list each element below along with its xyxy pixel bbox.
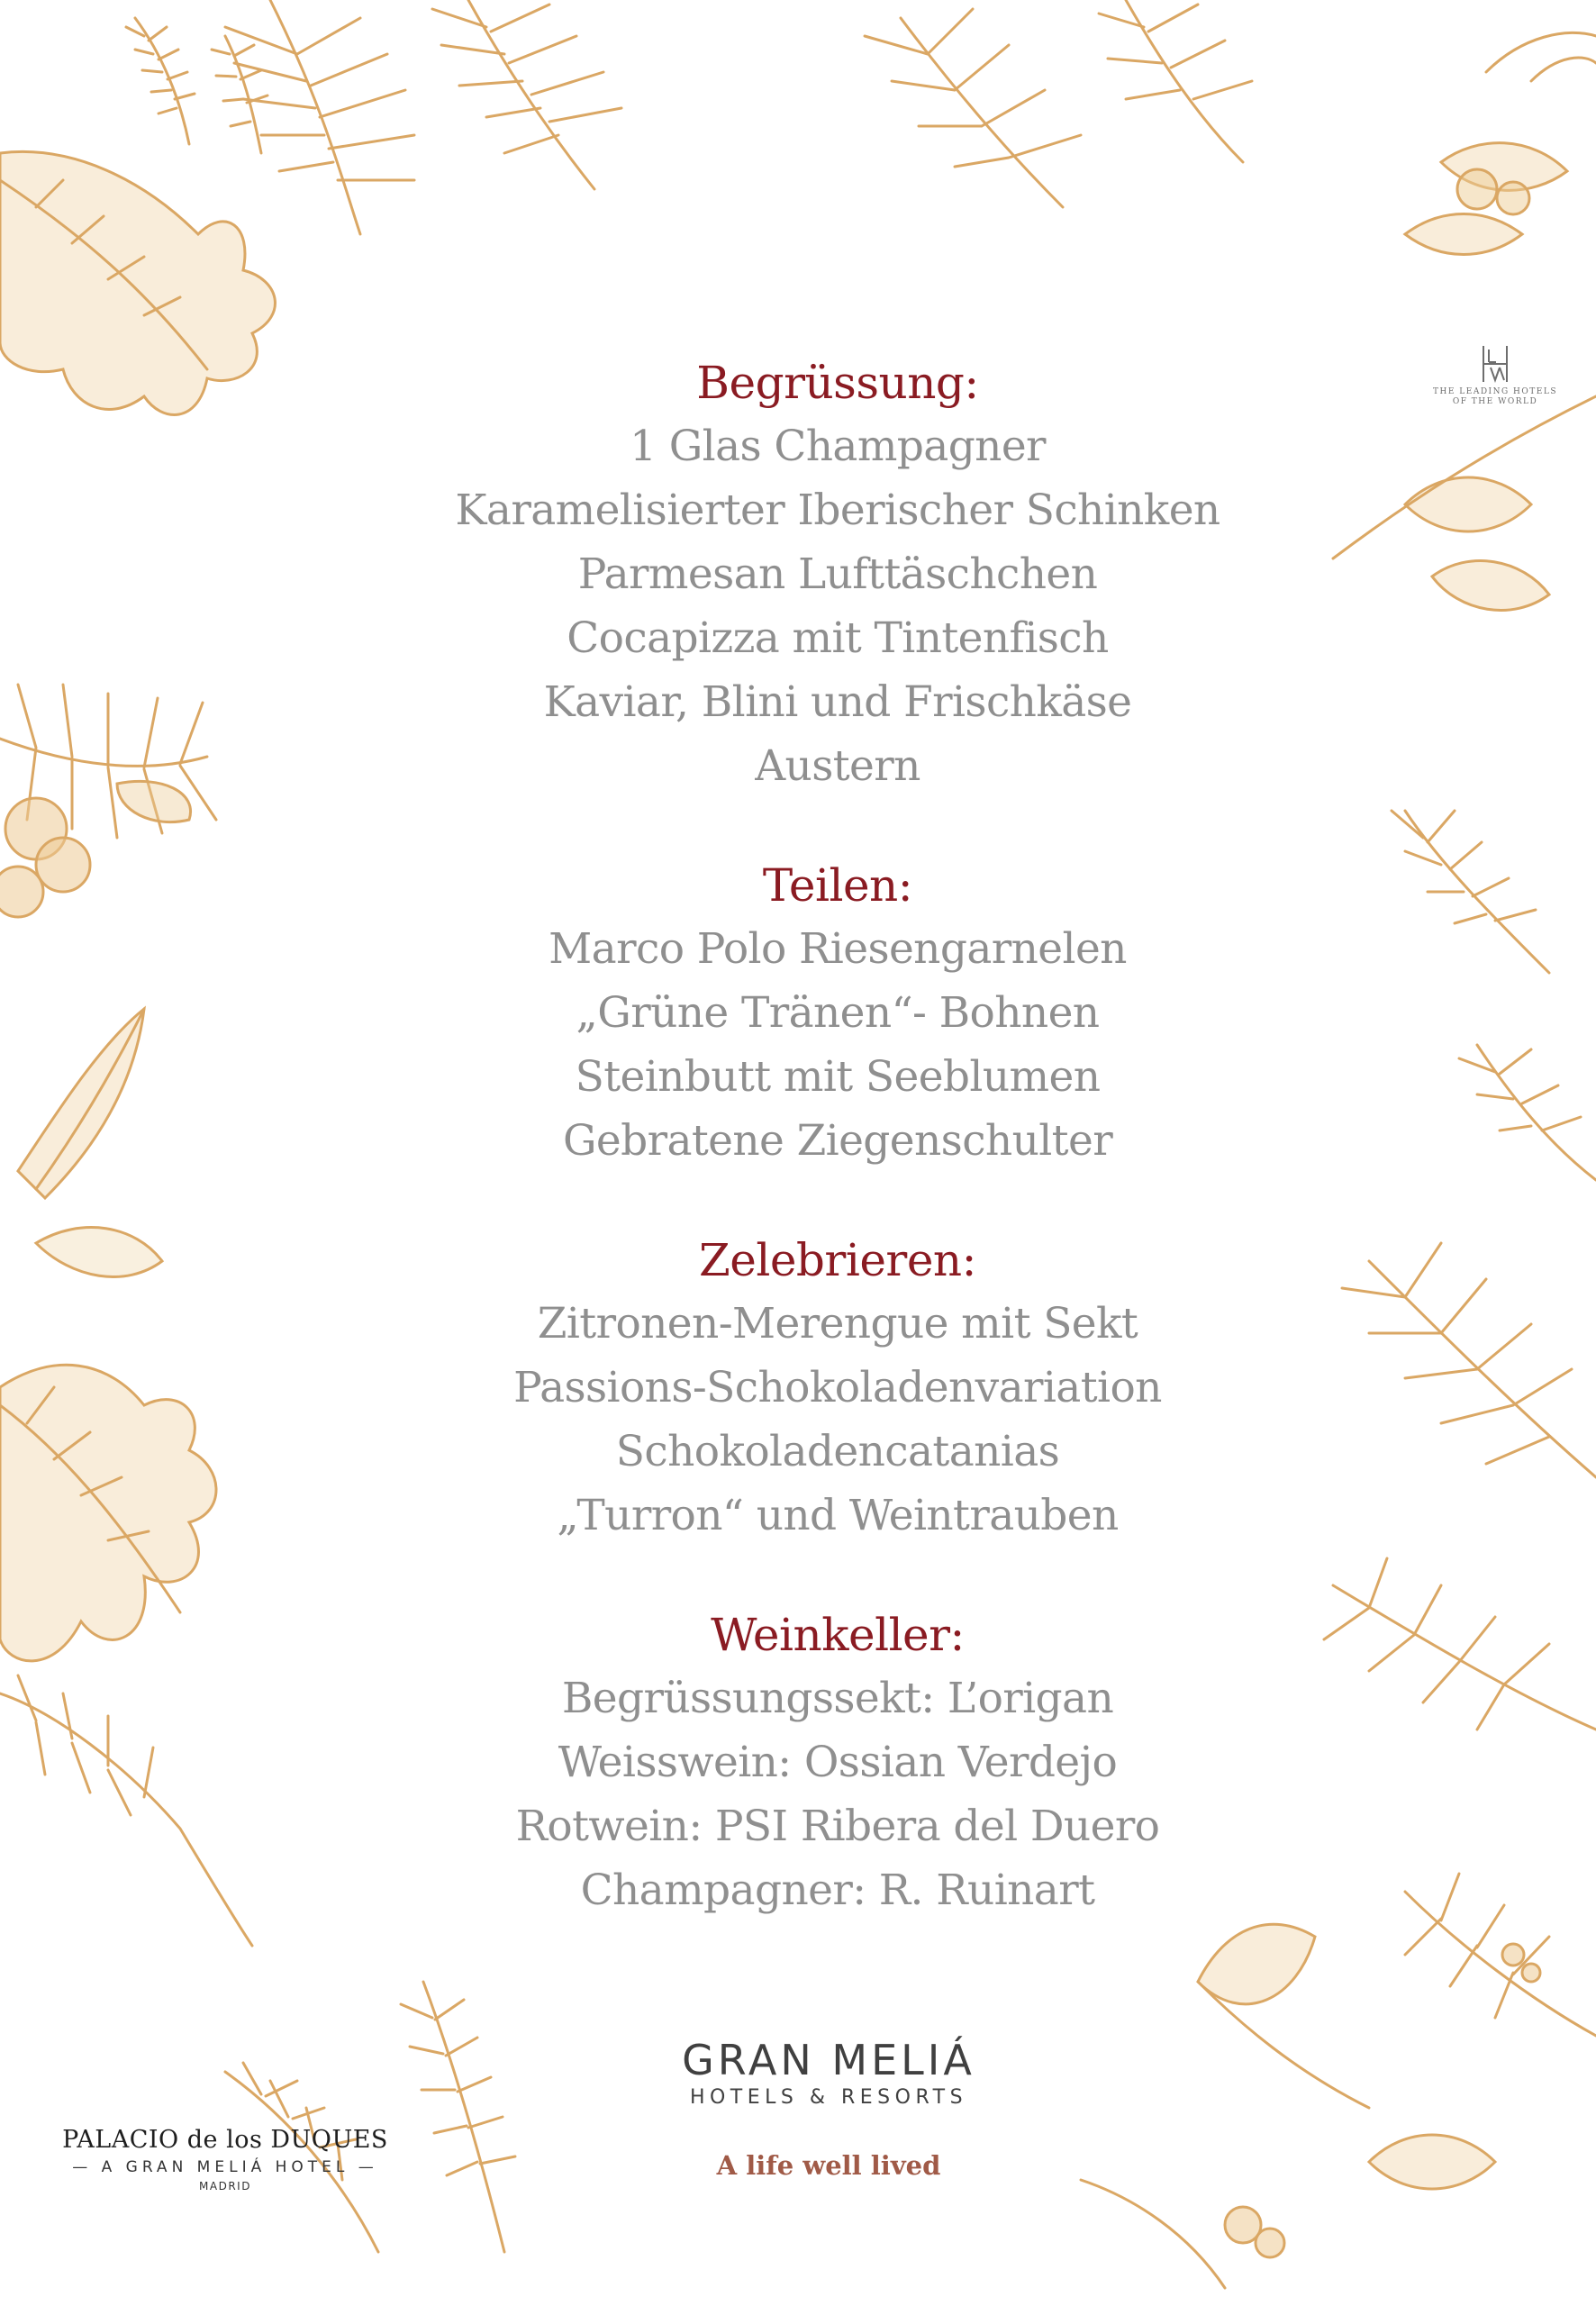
menu-item: Austern bbox=[755, 741, 920, 791]
section-teilen bbox=[387, 854, 1288, 1173]
menu-card bbox=[387, 351, 1288, 1978]
section-heading: Begrüssung: bbox=[696, 357, 979, 409]
leading-hotels-logo bbox=[1405, 344, 1585, 407]
menu-item: „Grüne Tränen“- Bohnen bbox=[576, 988, 1100, 1038]
palacio-name: PALACIO de los DUQUES bbox=[62, 2126, 388, 2154]
fern-sprig-icon bbox=[1392, 811, 1596, 1180]
holly-leaf-icon bbox=[0, 151, 275, 414]
section-weinkeller bbox=[387, 1603, 1288, 1922]
menu-item: 1 Glas Champagner bbox=[630, 422, 1046, 471]
menu-item: „Turron“ und Weintrauben bbox=[557, 1491, 1119, 1540]
menu-item: Champagner: R. Ruinart bbox=[580, 1866, 1095, 1915]
menu-item: Begrüssungssekt: L’origan bbox=[561, 1674, 1114, 1723]
menu-item: Steinbutt mit Seeblumen bbox=[575, 1052, 1101, 1102]
menu-item: Weisswein: Ossian Verdejo bbox=[558, 1738, 1118, 1787]
section-heading: Weinkeller: bbox=[711, 1609, 965, 1661]
pine-branch-icon bbox=[1324, 1243, 1596, 1730]
section-zelebrieren bbox=[387, 1229, 1288, 1548]
section-heading: Zelebrieren: bbox=[699, 1234, 976, 1286]
fern-sprig-icon bbox=[126, 18, 268, 153]
section-heading: Teilen: bbox=[762, 859, 913, 912]
menu-item: Gebratene Ziegenschulter bbox=[562, 1116, 1113, 1166]
menu-item: Zitronen-Merengue mit Sekt bbox=[537, 1299, 1138, 1348]
lhw-line1: THE LEADING HOTELS bbox=[1433, 387, 1557, 396]
pine-branch-icon bbox=[225, 0, 1252, 234]
menu-item: Karamelisierter Iberischer Schinken bbox=[455, 486, 1220, 535]
menu-item: Rotwein: PSI Ribera del Duero bbox=[515, 1802, 1160, 1851]
gran-melia-name: GRAN MELIÁ bbox=[682, 2036, 975, 2084]
menu-item: Cocapizza mit Tintenfisch bbox=[567, 613, 1109, 663]
lhw-line2: OF THE WORLD bbox=[1452, 397, 1538, 406]
gran-melia-logo bbox=[576, 2036, 1081, 2182]
palacio-logo bbox=[27, 2124, 423, 2194]
section-begruessung bbox=[387, 351, 1288, 798]
lhw-monogram-icon bbox=[1480, 344, 1510, 384]
palacio-city: MADRID bbox=[199, 2180, 251, 2193]
berry-icon bbox=[0, 685, 216, 917]
menu-item: Marco Polo Riesengarnelen bbox=[549, 924, 1127, 974]
mistletoe-icon bbox=[1333, 32, 1596, 610]
gran-melia-sub: HOTELS & RESORTS bbox=[689, 2086, 968, 2109]
menu-item: Parmesan Lufttäschchen bbox=[577, 549, 1098, 599]
menu-item: Schokoladencatanias bbox=[615, 1427, 1060, 1476]
menu-item: Passions-Schokoladenvariation bbox=[513, 1363, 1162, 1412]
menu-item: Kaviar, Blini und Frischkäse bbox=[543, 677, 1132, 727]
palacio-sub: — A GRAN MELIÁ HOTEL — bbox=[72, 2158, 378, 2176]
gran-melia-tagline: A life well lived bbox=[716, 2150, 941, 2181]
